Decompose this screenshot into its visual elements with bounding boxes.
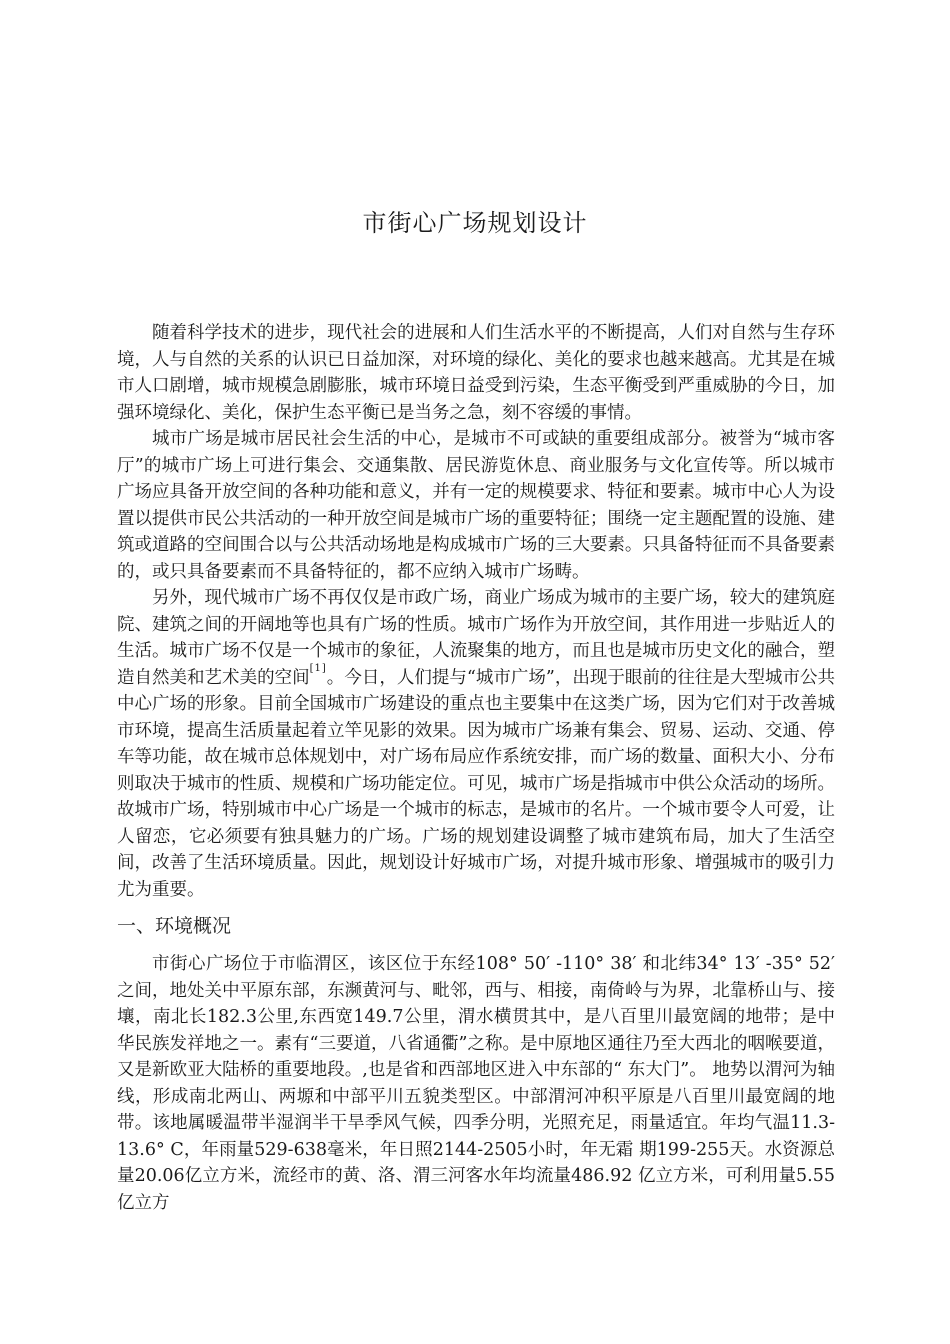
document-body [117,320,835,1216]
paragraph-modern-square [117,585,835,903]
paragraph-modern-square-text-1: 另外，现代城市广场不再仅仅是市政广场，商业广场成为城市的主要广场，较大的建筑庭院、建筑之间的开阔地等也具有广场的性质。城市广场作为开放空间，其作用进一步贴近人的生活。城市广场不仅是一个城市的象征，人流聚集的地方，而且也是城市历史文化的融合，塑造自然美和艺术美的空间 [117,588,835,688]
paragraph-modern-square-text-2: 。今日，人们提与“城市广场”，出现于眼前的往往是大型城市公共中心广场的形象。目前全国城市广场建设的重点也主要集中在这类广场，因为它们对于改善城市环境，提高生活质量起着立竿见影的效果。因为城市广场兼有集会、贸易、运动、交通、停车等功能，故在城市总体规划中，对广场布局应作系统安排，而广场的数量、面积大小、分布则取决于城市的性质、规模和广场功能定位。可见，城市广场是指城市中供公众活动的场所。故城市广场，特别城市中心广场是一个城市的标志，是城市的名片。一个城市要令人可爱，让人留恋，它必须要有独具魅力的广场。广场的规划建设调整了城市建筑布局，加大了生活空间，改善了生活环境质量。因此，规划设计好城市广场，对提升城市形象、增强城市的吸引力尤为重要。 [117,667,835,900]
paragraph-environment: 市街心广场位于市临渭区，该区位于东经108° 50′ -110° 38′ 和北纬34° 13′ -35° 52′ 之间，地处关中平原东部，东濒黄河与、毗邻，西与、相接，南倚岭与为界，北靠桥山与、接壤，南北长182.3公里,东西宽149.7公里，渭水横贯其中，是八百里川最宽阔的地带；是中华民族发祥地之一。素有“三要道，八省通衢”之称。是中原地区通往乃至大西北的咽喉要道，又是新欧亚大陆桥的重要地段。,也是省和西部地区进入中东部的“ 东大门”。 地势以渭河为轴线，形成南北两山、两塬和中部平川五貌类型区。中部渭河冲积平原是八百里川最宽阔的地带。该地属暖温带半湿润半干旱季风气候，四季分明，光照充足，雨量适宜。年均气温11.3-13.6° C，年雨量529-638毫米，年日照2144-2505小时，年无霜 期199-255天。水资源总量20.06亿立方米，流经市的黄、洛、渭三河客水年均流量486.92 亿立方米，可利用量5.55亿立方 [117,954,835,1213]
paragraph-city-square: 城市广场是城市居民社会生活的中心，是城市不可或缺的重要组成部分。被誉为“城市客厅”的城市广场上可进行集会、交通集散、居民游览休息、商业服务与文化宣传等。所以城市广场应具备开放空间的各种功能和意义，并有一定的规模要求、特征和要素。城市中心人为设置以提供市民公共活动的一种开放空间是城市广场的重要特征；围绕一定主题配置的设施、建筑或道路的空间围合以与公共活动场地是构成城市广场的三大要素。只具备特征而不具备要素的，或只具备要素而不具备特征的，都不应纳入城市广场畴。 [117,429,835,582]
citation-reference: [1] [309,662,327,674]
paragraph-intro: 随着科学技术的进步，现代社会的进展和人们生活水平的不断提高，人们对自然与生存环境，人与自然的关系的认识已日益加深，对环境的绿化、美化的要求也越来越高。尤其是在城市人口剧增，城市规模急剧膨胀，城市环境日益受到污染，生态平衡受到严重威胁的今日，加强环境绿化、美化，保护生态平衡已是当务之急，刻不容缓的事情。 [117,323,835,423]
document-title: 市街心广场规划设计 [362,209,588,237]
section-heading-environment: 一、环境概况 [117,915,232,937]
